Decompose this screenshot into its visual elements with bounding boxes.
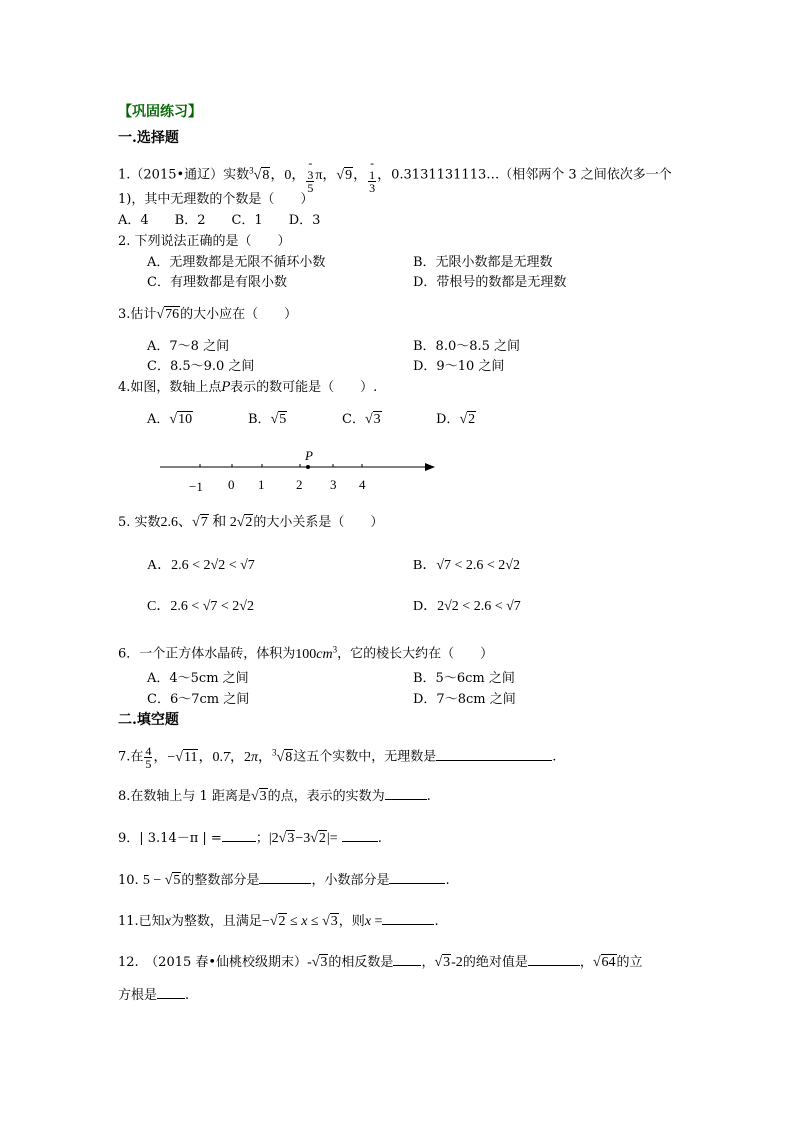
q2-option-b: B．无限小数都是无理数 — [413, 255, 553, 270]
question-7: 7.在 $\frac{4}{5}$ ，−√11，0.7̇，2π，$^3$√8这五个实数中，无理数是 . — [118, 743, 557, 771]
q3-option-d: D．9～10 之间 — [413, 359, 505, 374]
axis-label-1: 1 — [258, 477, 265, 492]
question-4 — [118, 380, 377, 396]
q5-rest: 的大小关系是（ ） — [253, 515, 384, 530]
q4-option-a: A．√10 — [147, 412, 193, 427]
q5-option-d: D．2√2 < 2.6 < √7 — [413, 599, 521, 614]
point-p-label: P — [305, 448, 313, 463]
q1-line2: 1)，其中无理数的个数是（ ） — [118, 192, 314, 207]
q8-suffix: 的点，表示的实数为 — [267, 789, 385, 804]
q3-option-a: A．7～8 之间 — [147, 339, 230, 354]
axis-label-2: 2 — [296, 477, 303, 492]
question-11: 11.已知x为整数，且满足−√2 ≤ x ≤ √3，则x = . — [118, 914, 439, 929]
q12-line2: 方根是 . — [118, 988, 190, 1003]
q6-option-a: A．4～5cm 之间 — [147, 671, 249, 686]
axis-label-3: 3 — [330, 477, 337, 492]
q4-option-d: D．√2 — [436, 412, 476, 427]
q6-option-b: B．5～6cm 之间 — [413, 671, 515, 686]
question-2: 2. 下列说法正确的是（ ） — [118, 234, 291, 249]
q11-prefix: 11.已知 — [118, 914, 165, 929]
q4-stem-a: 4.如图，数轴上点 — [118, 380, 222, 395]
q11-answer-blank[interactable] — [382, 912, 434, 925]
q3-radicand: 76 — [165, 307, 180, 322]
q10-answer-blank-2[interactable] — [389, 871, 445, 884]
q8-answer-blank[interactable] — [385, 787, 427, 800]
q6-option-d: D．7～8cm 之间 — [413, 692, 516, 707]
question-3: 3.估计√76的大小应在（ ） — [118, 307, 298, 322]
axis-label-0: 0 — [228, 477, 235, 492]
q10-prefix: 10. — [118, 873, 139, 888]
q12-prefix: 12. （2015 春•仙桃校级期末） — [118, 955, 308, 970]
q5-option-b: B．√7 < 2.6 < 2√2 — [413, 558, 520, 573]
point-p-dot — [306, 465, 310, 469]
q8-prefix: 8.在数轴上与 1 距离是 — [118, 789, 251, 804]
axis-label-4: 4 — [359, 477, 366, 492]
q2-option-a: A．无理数都是无限不循环小数 — [147, 255, 326, 270]
q4-stem-b: 表示的数可能是（ ）. — [230, 380, 378, 395]
section-title: 【巩固练习】 — [118, 104, 202, 120]
q1-source: （2015•通辽）实数 — [130, 167, 250, 183]
q9-answer-blank-2[interactable] — [342, 829, 378, 842]
number-line-figure — [155, 446, 445, 496]
q5-prefix: 5. 实数 — [118, 515, 161, 530]
q3-prefix: 3.估计 — [118, 307, 157, 322]
q1-sqrt9: 9 — [345, 167, 353, 183]
q1-options: A．4 B．2 C．1 D．3 — [118, 213, 321, 228]
q7-answer-blank[interactable] — [436, 748, 552, 761]
q3-option-c: C．8.5～9.0 之间 — [147, 359, 255, 374]
q5-option-a: A．2.6 < 2√2 < √7 — [147, 558, 255, 573]
q6-stem-b: ，它的棱长大约在（ ） — [337, 646, 494, 662]
q4-point-label: P — [221, 380, 231, 395]
q4-option-b: B．√5 — [248, 412, 287, 427]
question-1: 1.（2015•通辽）实数$^3$√8，0，- 3 5 π，√9，- 1 3 ，0.3131131113…（相邻两个 3 之间依次多一个 — [118, 156, 672, 195]
q3-option-b: B．8.0～8.5 之间 — [413, 339, 521, 354]
q9-prefix: 9．| 3.14－π | = — [118, 831, 222, 846]
question-5: 5. 实数2.6、√7 和 2√2的大小关系是（ ） — [118, 515, 384, 530]
q6-stem-a: 6．一个正方体水晶砖，体积为 — [118, 646, 296, 662]
q6-option-c: C．6～7cm 之间 — [147, 692, 250, 707]
q3-suffix: 的大小应在（ ） — [180, 307, 298, 322]
q10-answer-blank-1[interactable] — [259, 871, 311, 884]
question-12: 12. （2015 春•仙桃校级期末）-√3的相反数是 ，√3-2的绝对值是 ，√64的立 — [118, 955, 643, 970]
q1-decimal: 0.3131131113…（相邻两个 3 之间依次多一个 — [391, 167, 672, 183]
q5-option-c: C．2.6 < √7 < 2√2 — [147, 599, 254, 614]
question-9: 9．| 3.14－π | = ；|2√3−3√2|= . — [118, 831, 382, 846]
question-8: 8.在数轴上与 1 距离是√3的点，表示的实数为 . — [118, 789, 431, 804]
q7-prefix: 7.在 — [118, 749, 144, 765]
section-heading-fill: 二.填空题 — [118, 712, 179, 728]
axis-label-neg1: −1 — [189, 479, 203, 494]
q1-number: 1. — [118, 167, 131, 183]
q9-answer-blank-1[interactable] — [222, 829, 256, 842]
q4-option-c: C．√3 — [342, 412, 381, 427]
q7-middle: 这五个实数中，无理数是 — [293, 749, 437, 765]
q12-answer-blank-2[interactable] — [528, 953, 580, 966]
q2-option-c: C．有理数都是有限小数 — [147, 275, 287, 290]
q12-answer-blank-1[interactable] — [393, 953, 421, 966]
q2-option-d: D．带根号的数都是无理数 — [413, 275, 567, 290]
q12-answer-blank-3[interactable] — [157, 986, 185, 999]
arrow-right-icon — [425, 463, 435, 471]
question-10: 10. 5 − √5的整数部分是 ，小数部分是 . — [118, 873, 450, 888]
section-heading-choice: 一.选择题 — [118, 130, 179, 146]
question-6: 6．一个正方体水晶砖，体积为$100cm^3$，它的棱长大约在（ ） — [118, 644, 494, 662]
